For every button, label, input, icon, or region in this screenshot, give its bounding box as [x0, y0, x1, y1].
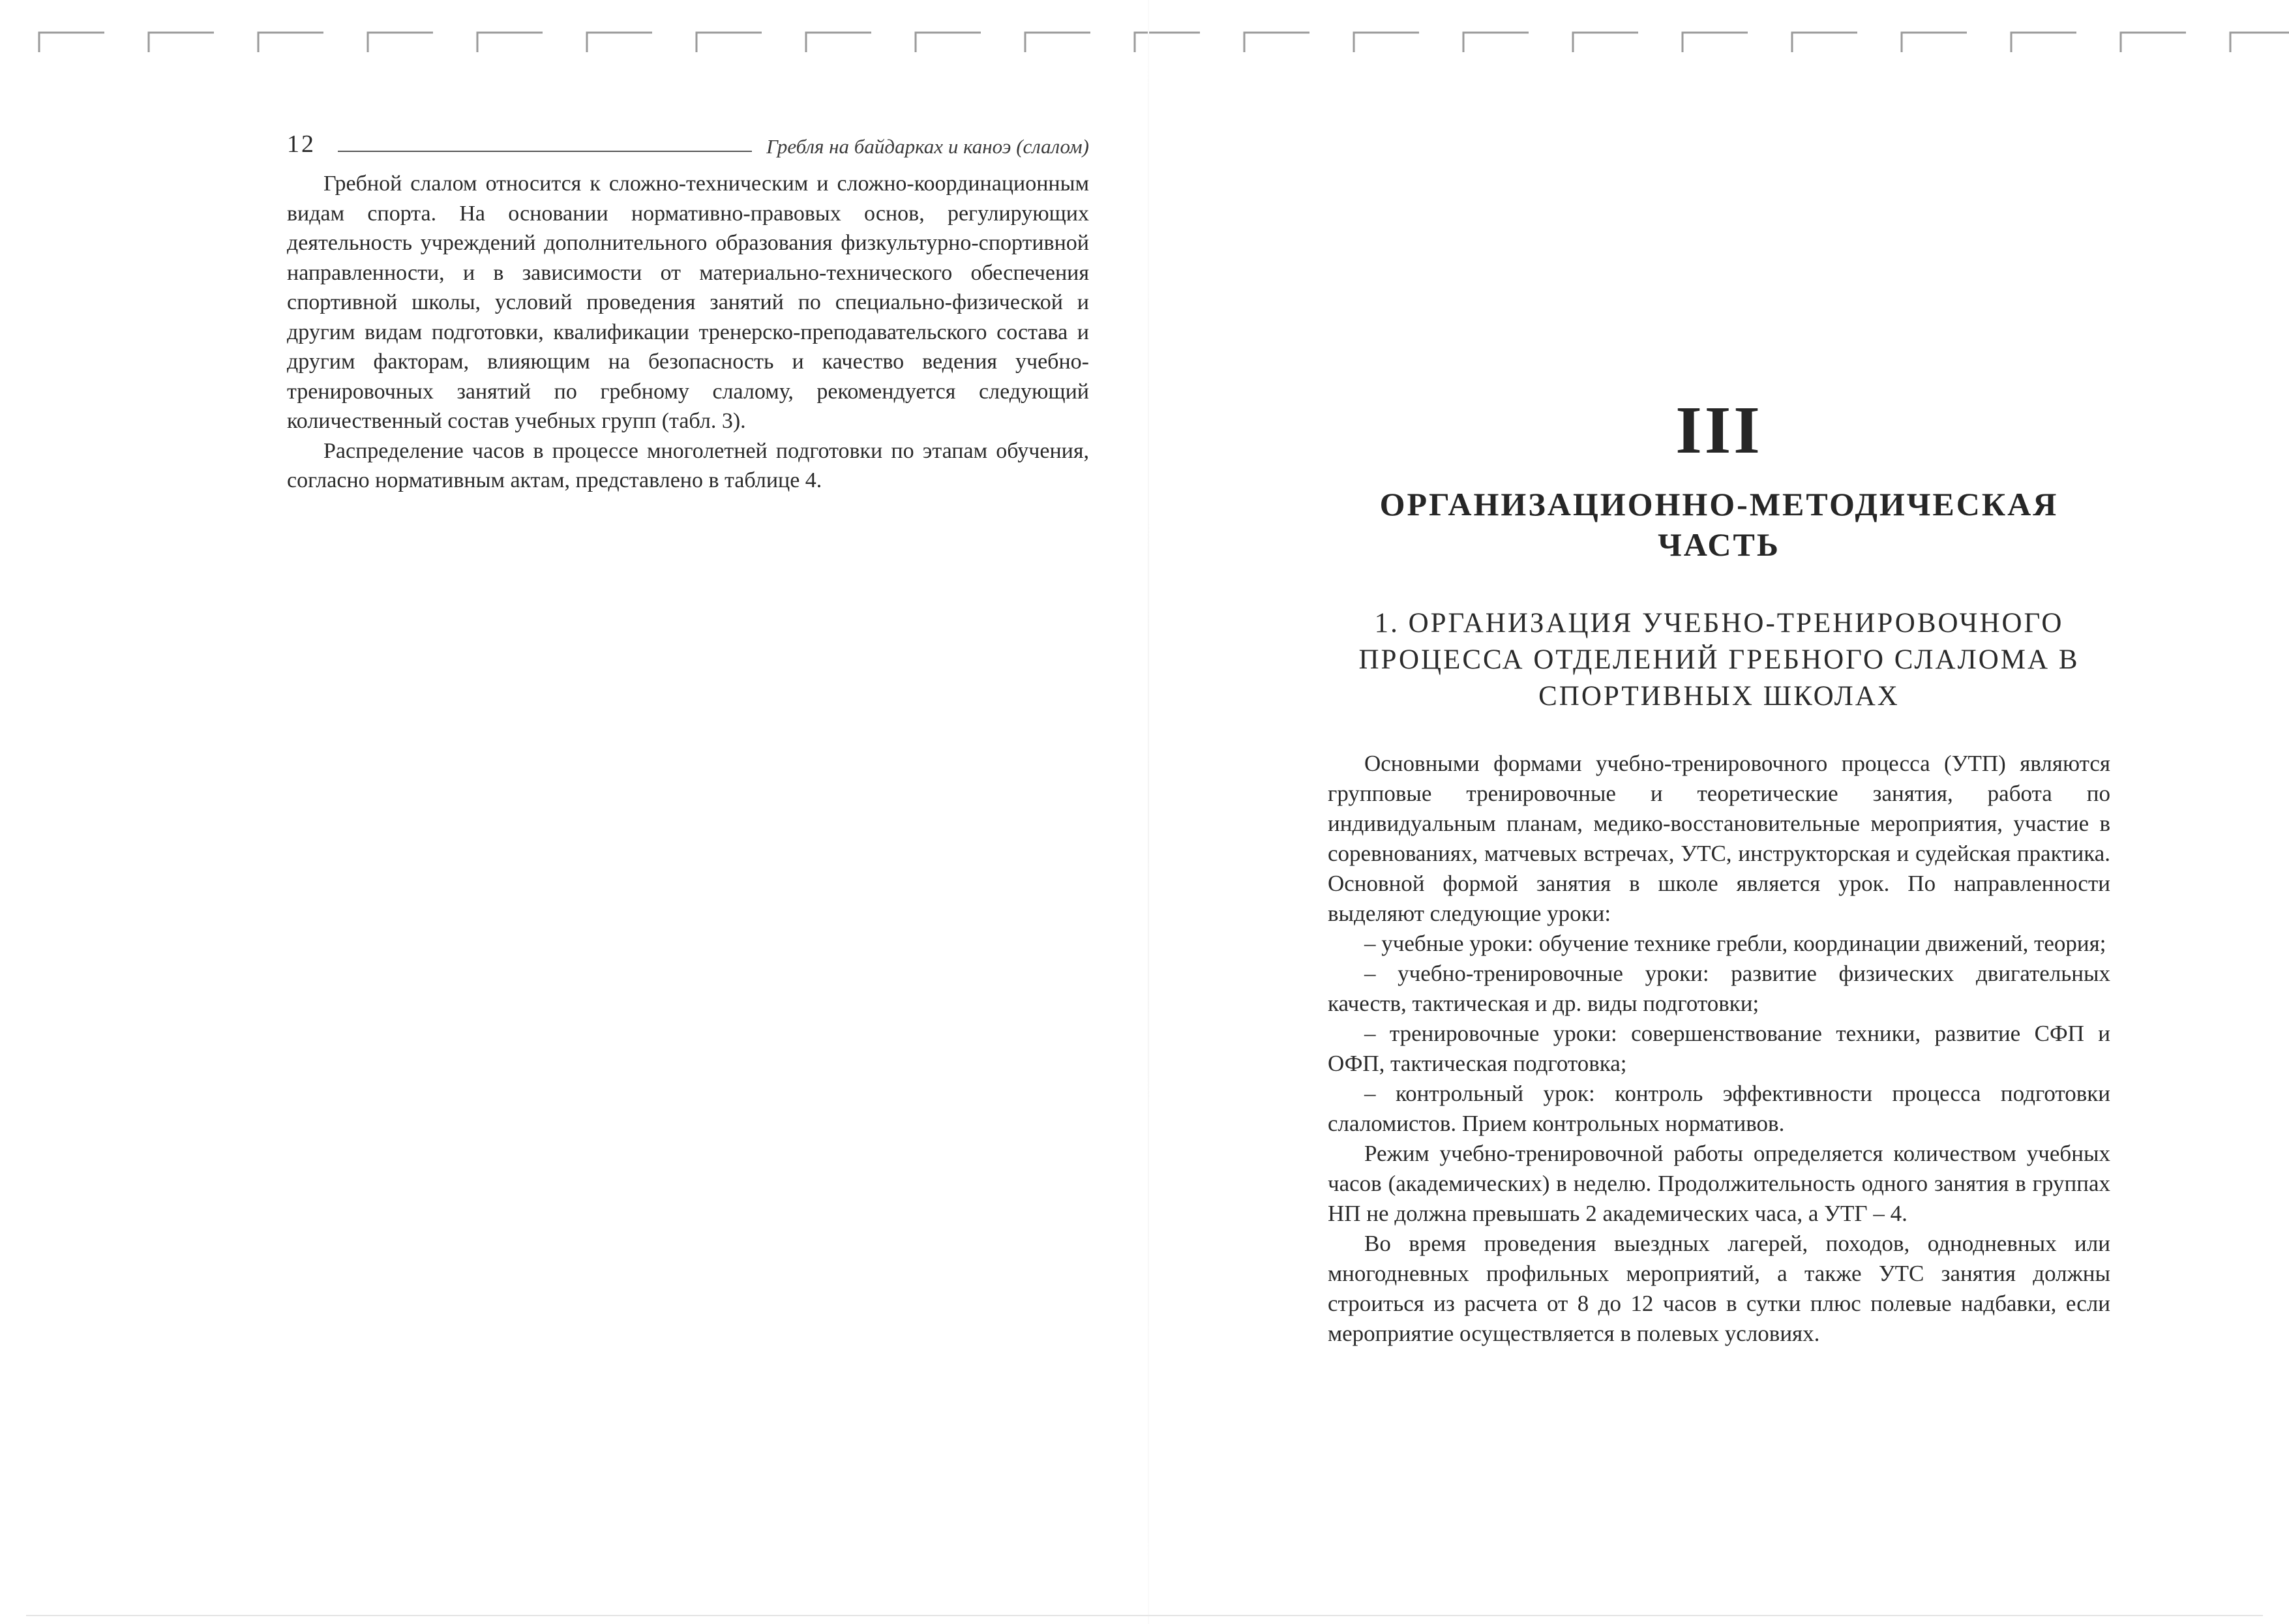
binding-mark: [1573, 33, 1638, 52]
left-paragraph: Гребной слалом относится к сложно-техническим и сложно-координационным видам спорта. На основании нормативно-правовых основ, регулирующих деятельность учреждений дополнительного образования физкультурно-спортивной направленности, и в зависимости от материально-технического обеспечения спортивной школы, условий проведения занятий по специально-физической и другим видам подготовки, квалификации тренерско-преподавательского состава и другим факторам, влияющим на безопасность и качество ведения учебно-тренировочных занятий по гребному слалому, рекомендуется следующий количественный состав учебных групп (табл. 3).: [287, 172, 1089, 433]
binding-mark: [806, 33, 871, 52]
binding-mark: [1244, 33, 1309, 52]
list-item: – контрольный урок: контроль эффективности процесса подготовки слаломистов. Прием контрольных нормативов.: [1328, 1081, 2110, 1136]
list-item: – тренировочные уроки: совершенствование техники, развитие СФП и ОФП, тактическая подготовка;: [1328, 1021, 2110, 1076]
binding-mark: [477, 33, 543, 52]
left-page: [287, 127, 1089, 496]
right-page: [1328, 391, 2110, 1349]
section-title: 1. ОРГАНИЗАЦИЯ УЧЕБНО-ТРЕНИРОВОЧНОГО ПРОЦЕССА ОТДЕЛЕНИЙ ГРЕБНОГО СЛАЛОМА В СПОРТИВНЫХ ШКОЛАХ: [1358, 608, 2080, 712]
running-head: [287, 127, 1089, 158]
part-numeral: III: [1675, 393, 1763, 468]
binding-mark: [39, 33, 104, 52]
binding-mark: [916, 33, 981, 52]
list-item: – учебные уроки: обучение технике гребли, координации движений, теория;: [1364, 931, 2106, 956]
running-title: Гребля на байдарках и каноэ (слалом): [766, 135, 1089, 158]
list-item: – учебно-тренировочные уроки: развитие физических двигательных качеств, тактическая и др. виды подготовки;: [1328, 961, 2110, 1016]
binding-mark: [2230, 33, 2289, 52]
right-paragraph: Во время проведения выездных лагерей, походов, однодневных или многодневных профильных мероприятий, а также УТС занятия должны строиться из расчета от 8 до 12 часов в сутки плюс полевые надбавки, если мероприятие осуществляется в полевых условиях.: [1328, 1231, 2110, 1346]
left-paragraph: Распределение часов в процессе многолетней подготовки по этапам обучения, согласно нормативным актам, представлено в таблице 4.: [287, 438, 1089, 492]
right-paragraph: Основными формами учебно-тренировочного процесса (УТП) являются групповые тренировочные и теоретические занятия, работа по индивидуальным планам, медико-восстановительные мероприятия, участие в соревнованиях, матчевых встречах, УТС, инструкторская и судейская практика. Основной формой занятия в школе является урок. По направленности выделяют следующие уроки:: [1328, 751, 2110, 926]
binding-mark: [1025, 33, 1090, 52]
binding-mark: [696, 33, 762, 52]
binding-mark: [2121, 33, 2186, 52]
binding-mark: [1683, 33, 1748, 52]
scan-edge-line: [26, 1615, 2263, 1616]
binding-mark: [1902, 33, 1967, 52]
right-body: [1328, 749, 2110, 1349]
binding-mark: [1135, 33, 1200, 52]
binding-mark: [149, 33, 214, 52]
binding-mark: [1792, 33, 1857, 52]
page-fold: [1148, 0, 1149, 1624]
part-title: ОРГАНИЗАЦИОННО-МЕТОДИЧЕСКАЯ ЧАСТЬ: [1379, 486, 2059, 563]
page-number: 12: [287, 130, 316, 158]
binding-mark: [1463, 33, 1529, 52]
running-head-rule: [338, 151, 752, 152]
binding-mark: [1354, 33, 1419, 52]
binding-mark: [2011, 33, 2076, 52]
binding-mark: [587, 33, 652, 52]
right-paragraph: Режим учебно-тренировочной работы определяется количеством учебных часов (академических) в неделю. Продолжительность одного занятия в группах НП не должна превышать 2 академических часа, а УТГ – 4.: [1328, 1141, 2110, 1226]
binding-marks: [0, 27, 2289, 53]
binding-mark: [368, 33, 433, 52]
binding-mark: [258, 33, 323, 52]
